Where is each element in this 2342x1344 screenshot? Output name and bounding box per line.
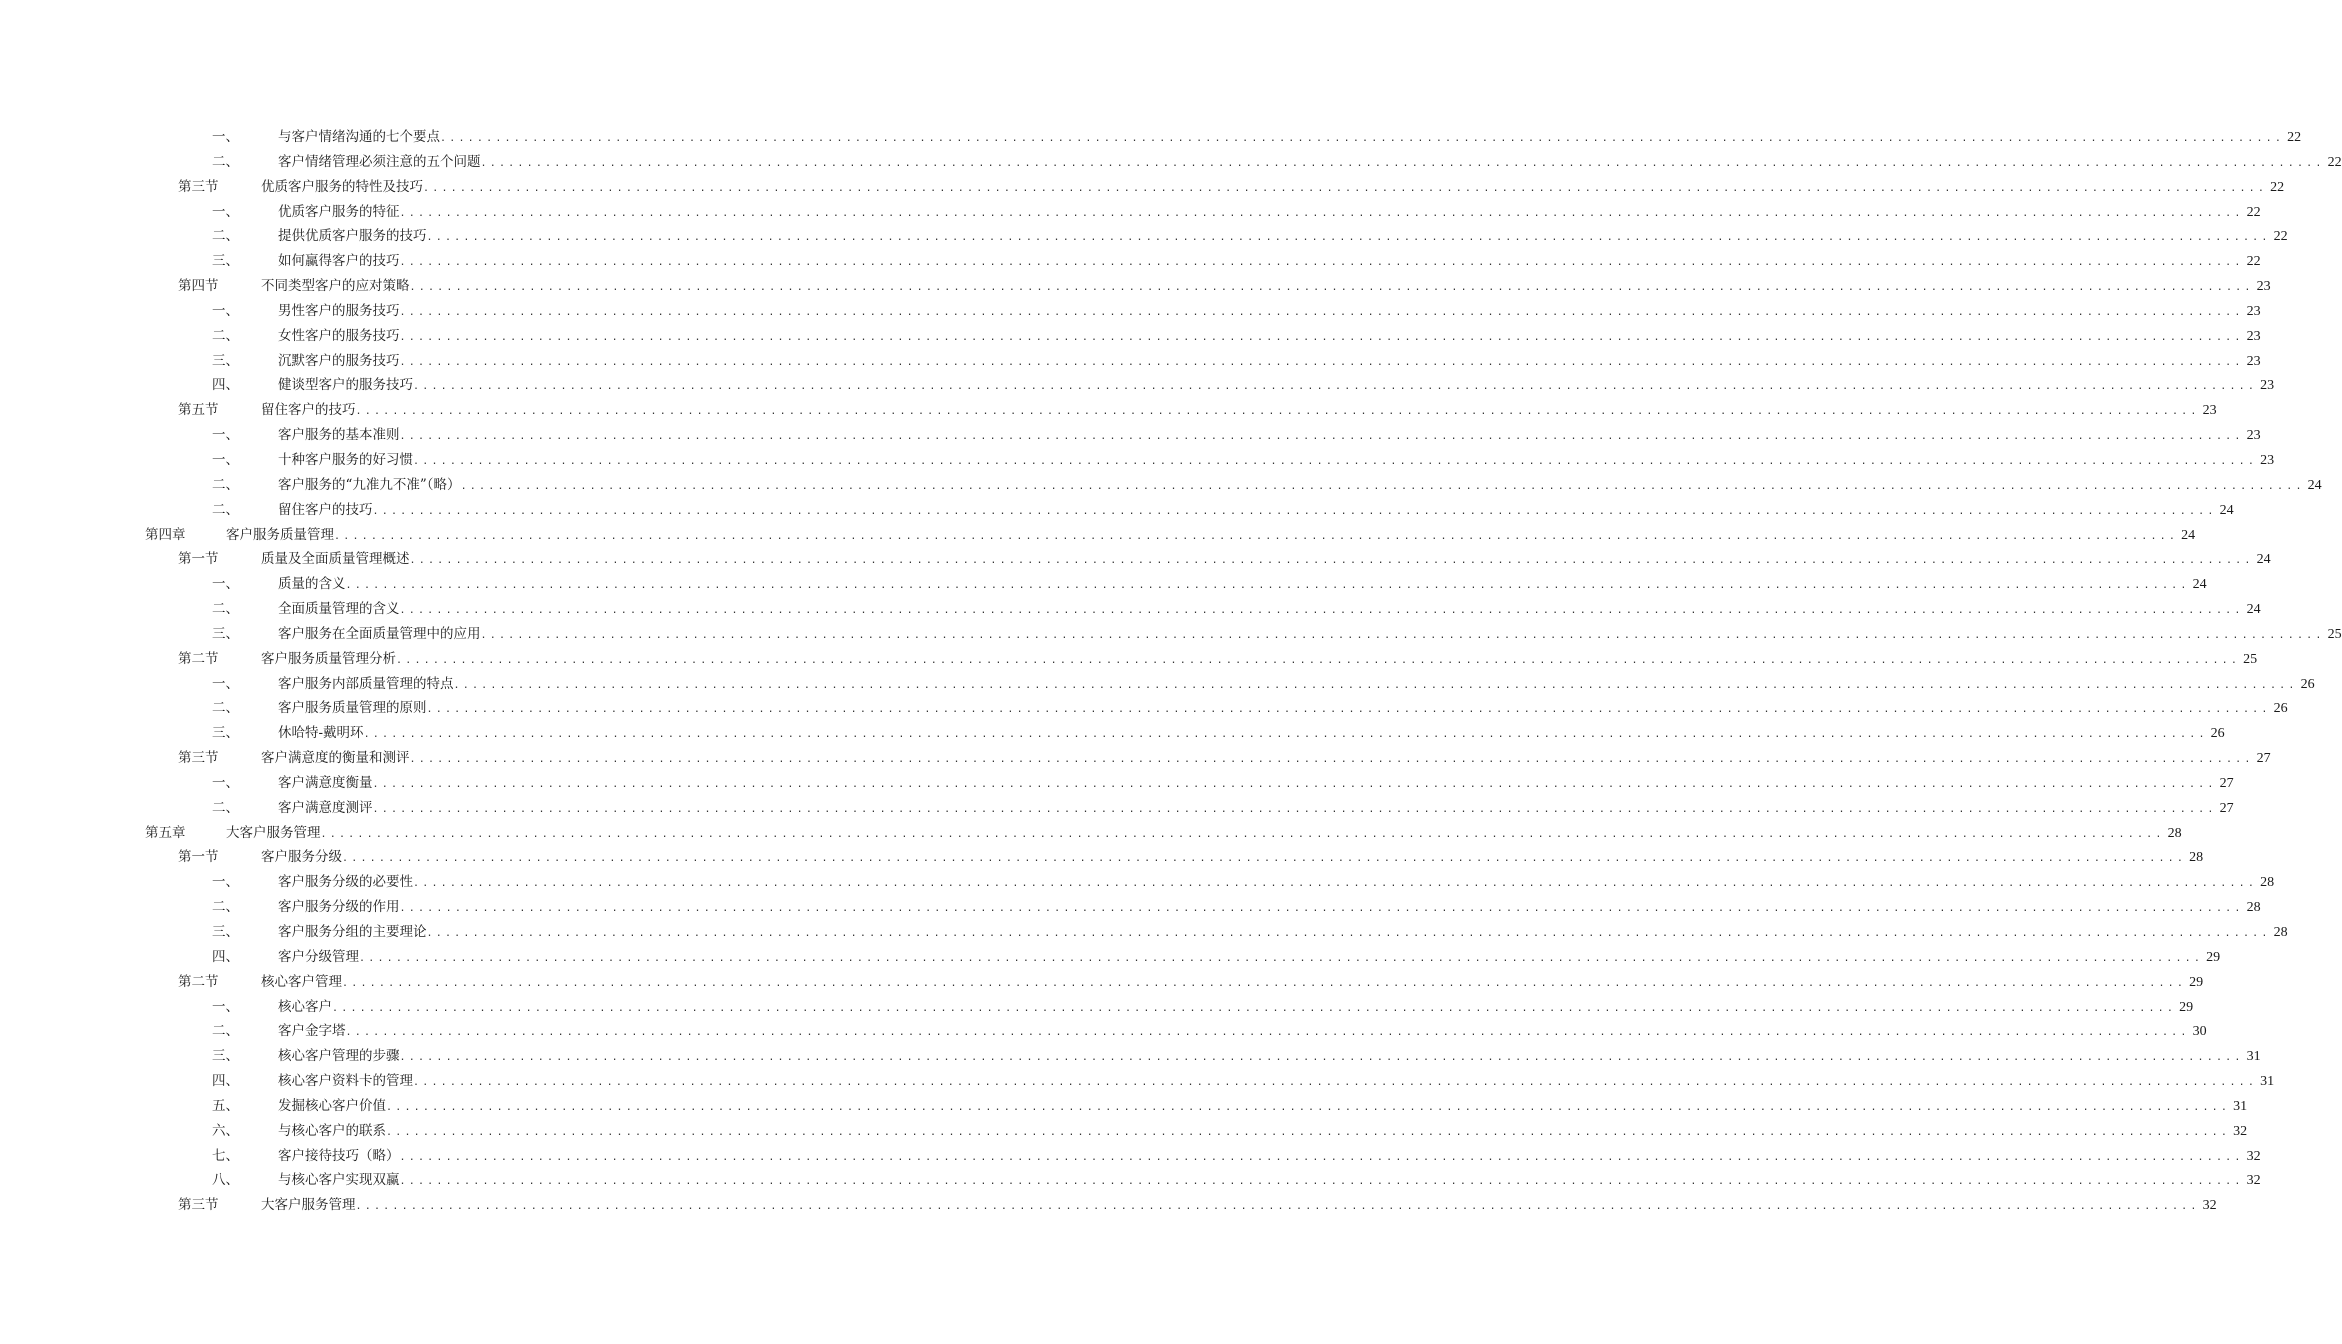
toc-entry-title: 客户服务分组的主要理论 (278, 924, 427, 940)
toc-entry[interactable] (0, 895, 2261, 920)
dot-leader: ........................................................................................................................................................................................................ (413, 1077, 2258, 1089)
toc-entry-page-number: 24 (2219, 502, 2234, 518)
toc-entry-body (278, 622, 2342, 649)
toc-entry-body (278, 125, 2302, 152)
toc-entry[interactable] (0, 448, 2275, 473)
dot-leader: ........................................................................................................................................................................................................ (426, 232, 2271, 244)
toc-entry-number: 二、 (212, 899, 239, 916)
toc-entry[interactable] (0, 473, 2322, 498)
toc-entry-body (278, 423, 2261, 450)
toc-entry-body (261, 1193, 2217, 1220)
toc-entry[interactable] (0, 373, 2275, 398)
toc-entry-title: 十种客户服务的好习惯 (278, 451, 413, 468)
toc-entry-number: 三、 (212, 625, 239, 642)
toc-entry[interactable] (0, 423, 2261, 448)
toc-entry-page-number: 25 (2327, 626, 2342, 642)
toc-entry-body (261, 845, 2204, 872)
toc-entry-body (278, 200, 2261, 227)
toc-entry-number: 第三节 (178, 1197, 219, 1214)
toc-entry-page-number: 23 (2246, 353, 2261, 369)
dot-leader: ........................................................................................................................................................................................................ (399, 1176, 2244, 1188)
toc-entry-page-number: 28 (2260, 875, 2275, 891)
toc-entry-page-number: 28 (2167, 825, 2182, 841)
toc-entry[interactable] (0, 995, 2194, 1020)
toc-entry-body (278, 1119, 2248, 1146)
toc-entry[interactable] (0, 572, 2207, 597)
toc-entry-title: 沉默客户的服务技巧 (278, 352, 400, 369)
dot-leader: ........................................................................................................................................................................................................ (372, 803, 2217, 815)
toc-entry-title: 与核心客户实现双赢 (278, 1172, 400, 1189)
toc-entry[interactable] (0, 647, 2258, 672)
toc-entry[interactable] (0, 845, 2204, 870)
dot-leader: ........................................................................................................................................................................................................ (342, 977, 2187, 989)
toc-entry-number: 三、 (212, 253, 239, 270)
toc-entry-number: 一、 (212, 998, 239, 1015)
toc-entry-number: 一、 (212, 675, 239, 692)
toc-entry-title: 优质客户服务的特征 (278, 203, 400, 220)
toc-entry[interactable] (0, 125, 2302, 150)
toc-entry-title: 核心客户 (278, 998, 332, 1015)
toc-entry-title: 客户服务内部质量管理的特点 (278, 675, 454, 692)
toc-entry[interactable] (0, 324, 2261, 349)
toc-entry-body (261, 547, 2271, 574)
toc-entry-body (278, 870, 2275, 897)
toc-entry-body (278, 373, 2275, 400)
toc-entry-number: 一、 (212, 427, 239, 444)
dot-leader: ........................................................................................................................................................................................................ (399, 356, 2244, 368)
toc-entry[interactable] (0, 870, 2275, 895)
toc-entry-number: 一、 (212, 129, 239, 145)
toc-entry-title: 客户服务分级 (261, 849, 342, 866)
dot-leader: ........................................................................................................................................................................................................ (423, 182, 2268, 194)
toc-entry-page-number: 22 (2246, 254, 2261, 270)
toc-entry-page-number: 29 (2206, 949, 2221, 965)
toc-entry-number: 二、 (212, 601, 239, 618)
toc-entry-page-number: 22 (2287, 130, 2302, 145)
toc-entry-body (261, 398, 2217, 425)
toc-entry-number: 六、 (212, 1122, 239, 1139)
toc-entry-title: 大客户服务管理 (261, 1197, 356, 1214)
toc-entry-title: 全面质量管理的含义 (278, 601, 400, 618)
toc-entry-title: 客户服务质量管理的原则 (278, 700, 427, 717)
toc-entry-page-number: 23 (2260, 378, 2275, 394)
toc-entry[interactable] (0, 498, 2234, 523)
dot-leader: ........................................................................................................................................................................................................ (399, 1052, 2244, 1064)
toc-entry-body (278, 249, 2261, 276)
toc-entry-number: 二、 (212, 153, 239, 170)
dot-leader: ........................................................................................................................................................................................................ (399, 306, 2244, 318)
toc-entry-number: 一、 (212, 302, 239, 319)
toc-entry-page-number: 28 (2246, 900, 2261, 916)
toc-entry-body (278, 1168, 2261, 1195)
toc-entry-page-number: 24 (2181, 527, 2196, 543)
toc-entry-body (278, 1044, 2261, 1071)
toc-entry[interactable] (0, 721, 2225, 746)
toc-entry-page-number: 32 (2246, 1148, 2261, 1164)
dot-leader: ........................................................................................................................................................................................................ (386, 1101, 2231, 1113)
toc-entry-title: 客户满意度测评 (278, 799, 373, 816)
toc-entry-number: 一、 (212, 576, 239, 593)
toc-entry-page-number: 25 (2243, 651, 2258, 667)
toc-entry-page-number: 32 (2202, 1198, 2217, 1214)
toc-entry-body (278, 498, 2234, 525)
toc-entry-body (278, 696, 2288, 723)
dot-leader: ........................................................................................................................................................................................................ (396, 654, 2241, 666)
toc-entry[interactable] (0, 1069, 2275, 1094)
dot-leader: ........................................................................................................................................................................................................ (332, 1002, 2177, 1014)
toc-entry-title: 休哈特-戴明环 (278, 725, 364, 742)
dot-leader: ........................................................................................................................................................................................................ (413, 455, 2258, 467)
toc-entry-title: 大客户服务管理 (226, 824, 321, 841)
toc-entry[interactable] (0, 1168, 2261, 1193)
toc-entry-title: 核心客户资料卡的管理 (278, 1073, 413, 1090)
toc-entry-page-number: 31 (2233, 1098, 2248, 1114)
dot-leader: ........................................................................................................................................................................................................ (399, 331, 2244, 343)
toc-entry-page-number: 30 (2192, 1024, 2207, 1040)
toc-entry-page-number: 27 (2219, 800, 2234, 816)
toc-entry-title: 客户服务分级的作用 (278, 899, 400, 916)
toc-entry-number: 二、 (212, 228, 239, 245)
toc-entry-page-number: 23 (2246, 428, 2261, 444)
toc-entry-body (278, 945, 2221, 972)
toc-entry-number: 一、 (212, 774, 239, 791)
toc-entry-body (278, 473, 2322, 500)
toc-entry-title: 与客户情绪沟通的七个要点 (278, 129, 440, 145)
dot-leader: ........................................................................................................................................................................................................ (363, 729, 2208, 741)
toc-entry-page-number: 32 (2233, 1123, 2248, 1139)
dot-leader: ........................................................................................................................................................................................................ (386, 1126, 2231, 1138)
toc-entry-page-number: 31 (2246, 1049, 2261, 1065)
dot-leader: ........................................................................................................................................................................................................ (409, 754, 2254, 766)
toc-entry-body (278, 672, 2315, 699)
toc-entry-number: 第一节 (178, 849, 219, 866)
toc-entry-title: 核心客户管理 (261, 973, 342, 990)
toc-entry-title: 客户服务的基本准则 (278, 427, 400, 444)
toc-entry[interactable] (0, 200, 2261, 225)
toc-entry[interactable] (0, 746, 2271, 771)
toc-entry-body (261, 175, 2285, 202)
dot-leader: ........................................................................................................................................................................................................ (342, 853, 2187, 865)
toc-entry-body (278, 324, 2261, 351)
toc-entry-number: 七、 (212, 1147, 239, 1164)
toc-entry-page-number: 31 (2260, 1074, 2275, 1090)
toc-entry-title: 质量及全面质量管理概述 (261, 551, 410, 568)
toc-entry-number: 四、 (212, 377, 239, 394)
toc-entry-page-number: 24 (2246, 602, 2261, 618)
dot-leader: ........................................................................................................................................................................................................ (460, 480, 2305, 492)
toc-entry-number: 三、 (212, 725, 239, 742)
toc-entry-title: 核心客户管理的步骤 (278, 1048, 400, 1065)
toc-entry-page-number: 22 (2273, 229, 2288, 245)
toc-entry-number: 一、 (212, 203, 239, 220)
dot-leader: ........................................................................................................................................................................................................ (355, 1201, 2200, 1213)
toc-entry-title: 客户分级管理 (278, 948, 359, 965)
dot-leader: ........................................................................................................................................................................................................ (399, 605, 2244, 617)
toc-entry[interactable] (0, 349, 2261, 374)
dot-leader: ........................................................................................................................................................................................................ (372, 505, 2217, 517)
toc-entry-title: 与核心客户的联系 (278, 1122, 386, 1139)
toc-entry-number: 四、 (212, 1073, 239, 1090)
toc-entry-body (278, 150, 2342, 177)
toc-entry-body (278, 895, 2261, 922)
toc-entry[interactable] (0, 622, 2342, 647)
toc-entry[interactable] (0, 1044, 2261, 1069)
toc-entry-page-number: 32 (2246, 1173, 2261, 1189)
toc-entry-title: 发掘核心客户价值 (278, 1097, 386, 1114)
dot-leader: ........................................................................................................................................................................................................ (413, 381, 2258, 393)
toc-entry-page-number: 27 (2256, 751, 2271, 767)
dot-leader: ........................................................................................................................................................................................................ (409, 282, 2254, 294)
toc-entry-body (278, 1069, 2275, 1096)
toc-entry-title: 客户金字塔 (278, 1023, 346, 1040)
dot-leader: ........................................................................................................................................................................................................ (399, 431, 2244, 443)
toc-entry-body (278, 349, 2261, 376)
toc-entry-number: 二、 (212, 700, 239, 717)
toc-entry-body (278, 448, 2275, 475)
toc-entry-page-number: 24 (2307, 477, 2322, 493)
toc-entry-body (278, 1144, 2261, 1171)
toc-entry-page-number: 26 (2210, 726, 2225, 742)
toc-entry-number: 第五章 (145, 824, 186, 841)
dot-leader: ........................................................................................................................................................................................................ (399, 903, 2244, 915)
toc-entry-title: 客户服务质量管理 (226, 526, 334, 543)
toc-entry[interactable] (0, 1094, 2248, 1119)
toc-entry-title: 优质客户服务的特性及技巧 (261, 178, 423, 195)
toc-entry-title: 留住客户的技巧 (261, 402, 356, 419)
toc-entry-body (278, 796, 2234, 823)
toc-entry[interactable] (0, 821, 2182, 846)
toc-entry-number: 二、 (212, 327, 239, 344)
toc-entry-title: 女性客户的服务技巧 (278, 327, 400, 344)
toc-entry-number: 八、 (212, 1172, 239, 1189)
toc-entry-number: 三、 (212, 1048, 239, 1065)
toc-entry-title: 留住客户的技巧 (278, 501, 373, 518)
toc-entry-page-number: 23 (2246, 303, 2261, 319)
dot-leader: ........................................................................................................................................................................................................ (426, 704, 2271, 716)
toc-entry-title: 男性客户的服务技巧 (278, 302, 400, 319)
toc-entry-title: 提供优质客户服务的技巧 (278, 228, 427, 245)
dot-leader: ........................................................................................................................................................................................................ (480, 629, 2325, 641)
dot-leader: ........................................................................................................................................................................................................ (345, 1027, 2190, 1039)
toc-entry-body (278, 1094, 2248, 1121)
toc-entry-title: 不同类型客户的应对策略 (261, 278, 410, 295)
toc-entry-body (261, 746, 2271, 773)
toc-entry-number: 四、 (212, 948, 239, 965)
toc-entry-number: 第五节 (178, 402, 219, 419)
toc-entry-page-number: 29 (2179, 999, 2194, 1015)
toc-entry-page-number: 22 (2270, 179, 2285, 195)
toc-entry-title: 客户服务分级的必要性 (278, 874, 413, 891)
toc-entry-title: 客户接待技巧（略） (278, 1147, 400, 1164)
toc-entry[interactable] (0, 597, 2261, 622)
toc-entry-body (278, 597, 2261, 624)
toc-entry-number: 一、 (212, 874, 239, 891)
toc-entry-page-number: 23 (2260, 452, 2275, 468)
toc-entry-title: 客户情绪管理必须注意的五个问题 (278, 153, 481, 170)
toc-entry-number: 三、 (212, 924, 239, 940)
toc-entry-number: 二、 (212, 501, 239, 518)
toc-entry-number: 二、 (212, 476, 239, 493)
dot-leader: ........................................................................................................................................................................................................ (453, 679, 2298, 691)
toc-entry-body (278, 771, 2234, 798)
toc-entry[interactable] (0, 249, 2261, 274)
toc-entry[interactable] (0, 1019, 2207, 1044)
toc-entry-title: 如何赢得客户的技巧 (278, 253, 400, 270)
toc-entry-number: 一、 (212, 451, 239, 468)
dot-leader: ........................................................................................................................................................................................................ (440, 133, 2285, 144)
toc-entry-body (261, 970, 2204, 997)
toc-entry[interactable] (0, 920, 2288, 945)
toc-entry-page-number: 23 (2256, 279, 2271, 295)
toc-entry-page-number: 26 (2273, 701, 2288, 717)
toc-entry-page-number: 23 (2246, 328, 2261, 344)
toc-entry-title: 客户满意度衡量 (278, 774, 373, 791)
toc-entry[interactable] (0, 274, 2271, 299)
toc-entry-body (278, 920, 2288, 947)
toc-entry-body (278, 995, 2194, 1022)
dot-leader: ........................................................................................................................................................................................................ (345, 580, 2190, 592)
toc-entry-page-number: 28 (2273, 925, 2288, 940)
toc-entry[interactable] (0, 523, 2196, 548)
toc-entry[interactable] (0, 970, 2204, 995)
toc-entry-number: 第三节 (178, 178, 219, 195)
toc-entry-title: 客户服务的“九准九不准”（略） (278, 476, 461, 493)
toc-entry-body (261, 647, 2258, 674)
toc-entry-page-number: 22 (2327, 154, 2342, 170)
toc-entry[interactable] (0, 796, 2234, 821)
toc-entry-body (226, 821, 2182, 848)
toc-entry-number: 第二节 (178, 650, 219, 667)
toc-entry[interactable] (0, 1144, 2261, 1169)
toc-entry[interactable] (0, 175, 2285, 200)
toc-entry-title: 质量的含义 (278, 576, 346, 593)
toc-entry-number: 三、 (212, 352, 239, 369)
toc-entry[interactable] (0, 150, 2342, 175)
dot-leader: ........................................................................................................................................................................................................ (334, 530, 2179, 542)
toc-entry-body (278, 1019, 2207, 1046)
toc-entry-page-number: 23 (2202, 403, 2217, 419)
toc-entry-number: 第二节 (178, 973, 219, 990)
toc-entry-body (261, 274, 2271, 301)
table-of-contents (0, 125, 2342, 1218)
toc-entry[interactable] (0, 672, 2315, 697)
toc-entry-title: 客户服务在全面质量管理中的应用 (278, 625, 481, 642)
toc-entry[interactable] (0, 224, 2288, 249)
toc-entry-number: 第一节 (178, 551, 219, 568)
toc-entry-page-number: 26 (2300, 676, 2315, 692)
toc-entry-body (278, 572, 2207, 599)
toc-entry-page-number: 24 (2192, 577, 2207, 593)
toc-entry-number: 第三节 (178, 750, 219, 767)
toc-entry-page-number: 22 (2246, 204, 2261, 220)
dot-leader: ........................................................................................................................................................................................................ (413, 878, 2258, 890)
toc-entry-body (278, 299, 2261, 326)
toc-entry-number: 第四节 (178, 278, 219, 295)
dot-leader: ........................................................................................................................................................................................................ (359, 952, 2204, 964)
toc-entry-body (278, 721, 2225, 748)
dot-leader: ........................................................................................................................................................................................................ (399, 1151, 2244, 1163)
toc-entry-page-number: 29 (2189, 974, 2204, 990)
toc-entry-title: 客户服务质量管理分析 (261, 650, 396, 667)
dot-leader: ........................................................................................................................................................................................................ (399, 257, 2244, 269)
toc-entry-number: 第四章 (145, 526, 186, 543)
toc-entry-number: 二、 (212, 1023, 239, 1040)
toc-entry-body (226, 523, 2196, 550)
toc-entry-number: 二、 (212, 799, 239, 816)
toc-entry-body (278, 224, 2288, 251)
toc-entry[interactable] (0, 398, 2217, 423)
dot-leader: ........................................................................................................................................................................................................ (372, 778, 2217, 790)
toc-entry-page-number: 27 (2219, 775, 2234, 791)
toc-entry-title: 健谈型客户的服务技巧 (278, 377, 413, 394)
dot-leader: ........................................................................................................................................................................................................ (320, 828, 2165, 840)
toc-entry[interactable] (0, 1193, 2217, 1218)
toc-entry[interactable] (0, 696, 2288, 721)
toc-entry-title: 客户满意度的衡量和测评 (261, 750, 410, 767)
toc-entry-number: 五、 (212, 1097, 239, 1114)
toc-entry-page-number: 28 (2189, 850, 2204, 866)
toc-entry[interactable] (0, 945, 2221, 970)
toc-entry[interactable] (0, 1119, 2248, 1144)
toc-entry[interactable] (0, 547, 2271, 572)
dot-leader: ........................................................................................................................................................................................................ (409, 555, 2254, 567)
toc-entry-page-number: 24 (2256, 552, 2271, 568)
dot-leader: ........................................................................................................................................................................................................ (426, 928, 2271, 939)
toc-entry[interactable] (0, 299, 2261, 324)
toc-entry[interactable] (0, 771, 2234, 796)
dot-leader: ........................................................................................................................................................................................................ (399, 207, 2244, 219)
dot-leader: ........................................................................................................................................................................................................ (355, 406, 2200, 418)
dot-leader: ........................................................................................................................................................................................................ (480, 157, 2325, 169)
